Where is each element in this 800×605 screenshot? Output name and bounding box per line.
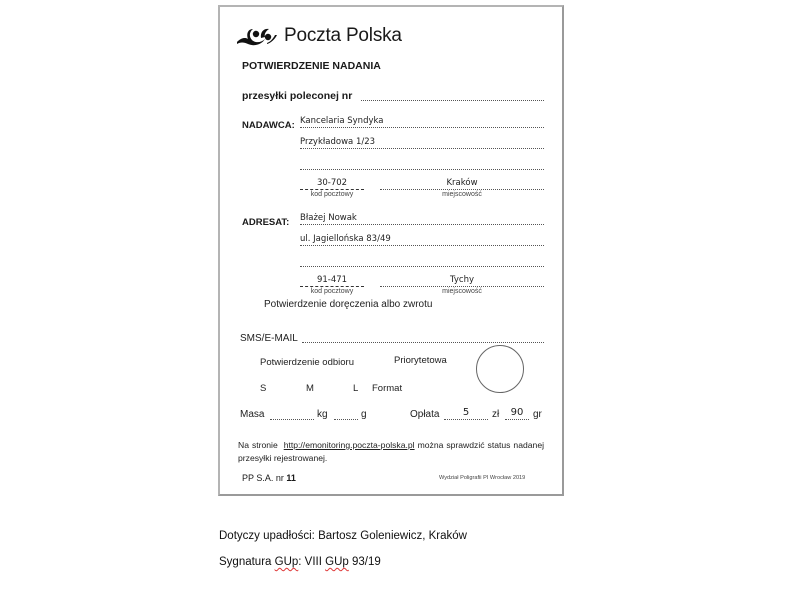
sender-city[interactable]: Kraków: [446, 178, 478, 188]
recipient-postal-code-line: [300, 286, 364, 287]
size-m-option[interactable]: M: [306, 383, 314, 394]
sender-city-caption: miejscowość: [442, 191, 482, 198]
printer-info: Wydział Poligrafii PI Wrocław 2019: [439, 475, 526, 481]
postal-receipt-form: [218, 5, 564, 496]
brand-name: Poczta Polska: [284, 25, 402, 46]
form-number: [242, 473, 296, 483]
fee-zl-field[interactable]: [444, 419, 488, 420]
priority-option[interactable]: Priorytetowa: [394, 355, 447, 366]
sender-postal-code-caption: kod pocztowy: [310, 191, 354, 198]
mass-g-field[interactable]: [334, 419, 358, 420]
sms-email-label: SMS/E-MAIL: [240, 333, 298, 344]
recipient-street[interactable]: ul. Jagiellońska 83/49: [300, 234, 391, 244]
sms-email-field[interactable]: [302, 342, 544, 343]
fee-zl-value[interactable]: 5: [462, 407, 470, 418]
fee-label: Opłata: [410, 409, 440, 420]
recipient-city-line: [380, 286, 544, 287]
recipient-postal-code[interactable]: 91-471: [316, 275, 348, 285]
sender-name-line: [300, 127, 544, 128]
size-s-option[interactable]: S: [260, 383, 267, 394]
sender-city-line: [380, 189, 544, 190]
sender-postal-code[interactable]: 30-702: [316, 178, 348, 188]
mass-label: Masa: [240, 409, 265, 420]
stamp-circle: [476, 345, 524, 393]
fee-gr-value[interactable]: 90: [510, 407, 524, 418]
format-label: Format: [372, 383, 403, 394]
recipient-name[interactable]: Błażej Nowak: [300, 213, 357, 223]
zl-label: zł: [492, 409, 500, 420]
sender-street-line: [300, 148, 544, 149]
case-reference: [219, 556, 381, 568]
poczta-polska-horn-icon: [236, 24, 278, 48]
recipient-city[interactable]: Tychy: [450, 275, 474, 285]
spellcheck-word: GUp: [325, 556, 349, 568]
bankruptcy-note: Dotyczy upadłości: Bartosz Goleniewicz, Kraków: [219, 530, 467, 542]
registered-number-field[interactable]: [361, 100, 544, 101]
recipient-street-line: [300, 245, 544, 246]
form-number-value: 11: [286, 473, 296, 483]
registered-number-label: przesyłki poleconej nr: [242, 90, 353, 102]
sender-street[interactable]: Przykładowa 1/23: [300, 137, 376, 147]
recipient-line3[interactable]: [300, 266, 544, 267]
gr-label: gr: [533, 409, 542, 420]
recipient-name-line: [300, 224, 544, 225]
case-prefix: Sygnatura: [219, 556, 275, 568]
size-l-option[interactable]: L: [353, 383, 359, 394]
sender-name[interactable]: Kancelaria Syndyka: [300, 116, 384, 126]
tracking-note: [238, 439, 544, 465]
sender-label: NADAWCA:: [242, 120, 295, 131]
kg-label: kg: [317, 409, 328, 420]
g-label: g: [361, 409, 367, 420]
case-mid: : VIII: [298, 556, 326, 568]
recipient-label: ADRESAT:: [242, 217, 290, 228]
receipt-confirmation-option[interactable]: Potwierdzenie odbioru: [260, 357, 355, 368]
recipient-city-caption: miejscowość: [442, 288, 482, 295]
delivery-confirmation-label: Potwierdzenie doręczenia albo zwrotu: [264, 299, 433, 310]
emonitoring-link[interactable]: http://emonitoring.poczta-polska.pl: [283, 440, 415, 450]
sender-line3[interactable]: [300, 169, 544, 170]
brand-logo: [236, 24, 402, 48]
note-prefix: Na stronie: [238, 440, 278, 450]
case-number: 93/19: [348, 556, 381, 568]
note-suffix: można sprawdzić status nadanej przesyłki rejestrowanej.: [238, 440, 545, 463]
mass-kg-field[interactable]: [270, 419, 314, 420]
fee-gr-field[interactable]: [505, 419, 529, 420]
sender-postal-code-line: [300, 189, 364, 190]
form-number-prefix: PP S.A. nr: [242, 473, 284, 483]
spellcheck-word: GUp: [274, 556, 299, 568]
form-title: POTWIERDZENIE NADANIA: [242, 60, 381, 72]
recipient-postal-code-caption: kod pocztowy: [310, 288, 354, 295]
